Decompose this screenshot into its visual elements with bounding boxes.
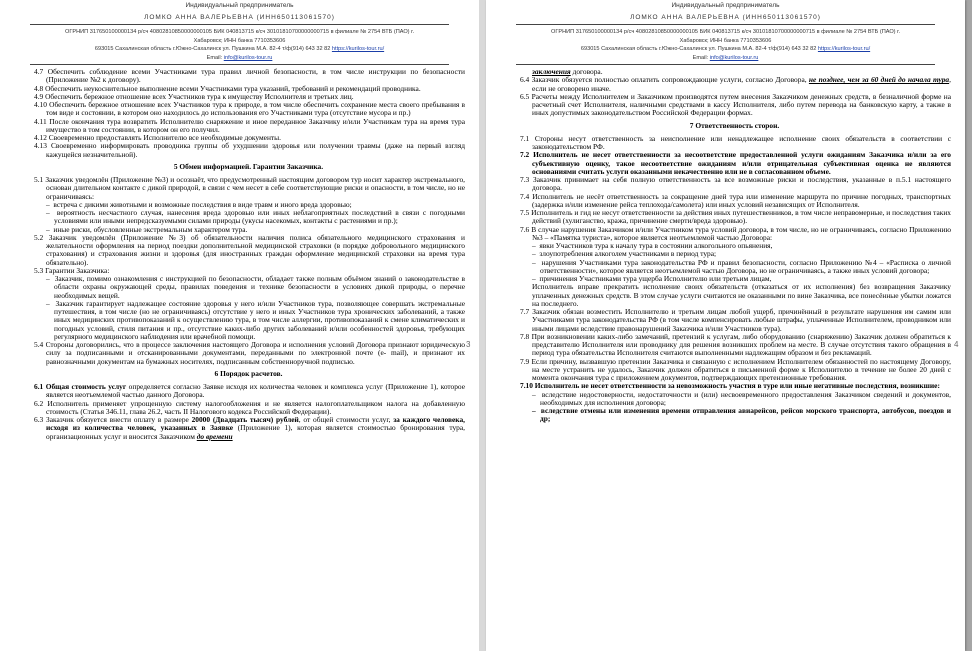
- letterhead-address: 693015 Сахалинская область г.Южно-Сахалинск ул. Пушкина М.А. 82-4 т/ф(914) 643 32 82 https://kurilos-tour.ru/: [580, 46, 871, 52]
- clause-7-6-tail: Исполнитель вправе прекратить исполнение своих обязательств (отказаться от их исполнения) без возвращения Заказчику уплаченных денежных средств. В этом случае услуги считаются не оказанными по вине Заказчика, все понесённые убытки ложатся на последнего.: [532, 282, 951, 308]
- clause-6-4: 6.4 Заказчик обязуется полностью оплатить сопровождающие услуги, согласно Договора, не позднее, чем за 60 дней до начала тура, если не оговорено иначе.: [520, 75, 951, 93]
- clause-7-1: 7.1 Стороны несут ответственность за неисполнение или ненадлежащее исполнение своих обязательств в соответствии с законодательством РФ.: [520, 133, 951, 151]
- clause-5-3: 5.3 Гарантии Заказчика:: [34, 265, 110, 275]
- clause-6-1: 6.1 Общая стоимость услуг определяется согласно Заявке исходя их количества человек и комплекса услуг (Приложение 1), которое является неотъемлемой частью данного Договора.: [34, 382, 466, 400]
- clause-4-9: 4.9 Обеспечить бережное отношение всех Участников тура к имуществу Исполнителя и третьих лиц.: [34, 91, 354, 101]
- clause-7-5: 7.5 Исполнитель и гид не несут ответственности за действия иных путешественников, в том числе неправомерные, и последствия таких действий (хулиганство, кража, причинение смерти/вреда здоровью).: [520, 208, 951, 226]
- letterhead-registration: ОГРНИП 317650100000134 р/сч 40802810850000000105 БИК 040813715 к/сч 30101810700000000715 в филиале № 2754 ВТБ (ПАО) г.: [64, 29, 415, 35]
- letterhead-bank: Хабаровск; ИНН банка 7710353606: [679, 37, 772, 44]
- site-link[interactable]: https://kurilos-tour.ru/: [817, 46, 871, 52]
- email-link[interactable]: info@kurilos-tour.ru: [223, 54, 273, 61]
- clause-5-1-bullet: – иные риски, обусловленные экстремальным характером тура.: [46, 224, 248, 234]
- clause-5-1-bullet: – встреча с дикими животными и возможные последствия в виде травм и иного вреда здоровью;: [46, 199, 352, 209]
- page-number: 3: [466, 340, 471, 349]
- clause-7-6-bullet: – злоупотребления алкоголем участниками в период тура;: [532, 249, 717, 259]
- page-gap: [479, 0, 486, 651]
- letterhead-bank: Хабаровск; ИНН банка 7710353606: [193, 37, 286, 44]
- clause-5-1-bullet: – вероятность несчастного случая, нанесения вреда здоровью или иных неблагоприятных последствий в связи с погодными условиями или иными непредсказуемыми силами природы (укусы насекомых, контакты с растениями и пр.);: [46, 208, 466, 226]
- clause-4-12: 4.12 Своевременно предоставлять Исполнителю все необходимые документы.: [34, 133, 281, 142]
- site-link[interactable]: https://kurilos-tour.ru/: [331, 46, 385, 52]
- clause-5-4: 5.4 Стороны договорились, что в процессе заключения настоящего Договора и исполнения условий Договора признают юридическую силу за подписанными и отсканированными документами, переданными по электронной почте (e- mail), и признают их равнозначными документам на бумажных носителях, подписанным собственноручной подписью.: [34, 340, 465, 366]
- document-page-right: [486, 0, 965, 651]
- letterhead-title: Индивидуальный предприниматель: [185, 2, 294, 9]
- clause-7-2: 7.2 Исполнитель не несет ответственности за несоответствие предоставленной услуги ожиданиям Заказчика и/или за его субъективную оценку, такое несоответствие ожиданиям и/или отрицательная субъективная оценка не являются основаниями считать услуги оказанными некачественно или не в согласованном объеме.: [520, 150, 951, 176]
- clause-7-7: 7.7 Заказчик обязан возместить Исполнителю и третьим лицам любой ущерб, причинённый в результате нарушения им самим или Участниками тура законодательства РФ (в том числе компенсировать любые штрафы, уплаченные Исполнителем, проводником или иными лицами вследствие правонарушений Заказчика и/или Участников тура).: [520, 307, 951, 333]
- document-body-left: [0, 68, 479, 441]
- clause-6-5: 6.5 Расчеты между Исполнителем и Заказчиком производятся путем внесения Заказчиком денежных средств, в безналичной форме на расчетный счет Исполнителя, наличными средствами в кассу Исполнителя, либо путем перевода на банковскую карту, а также в иных допустимых законодательством Российской Федерации формах.: [520, 91, 951, 118]
- clause-6-3-continued: заключения договора.: [532, 67, 603, 76]
- letterhead-divider: [30, 24, 449, 25]
- clause-4-7: 4.7 Обеспечить соблюдение всеми Участниками тура правил личной безопасности, в том числе инструкции по безопасности (Приложение №2 к договору).: [34, 67, 465, 85]
- clause-6-2: 6.2 Исполнитель применяет упрощенную систему налогообложения и не является налогоплательщиком налога на добавленную стоимость (Статья 346.11, глава 26.2, часть II Налогового кодекса Российской Федерации).: [34, 398, 465, 416]
- clause-4-13: 4.13 Своевременно информировать проводника группы об ухудшении здоровья или получении травмы (даже на первый взгляд кажущейся незначительной).: [34, 141, 465, 159]
- clause-4-11: 4.11 После окончания тура возвратить Исполнителю снаряжение и иное переданное Заказчику и/или Участникам тура на время тура имущество в том состоянии, в котором он его получил.: [34, 116, 465, 134]
- clause-4-8: 4.8 Обеспечить неукоснительное выполнение всеми Участниками тура указаний, требований и рекомендаций проводника.: [34, 83, 421, 93]
- clause-7-10-bullet: – вследствие отмены или изменения времени отправления авиарейсов, рейсов морского транспорта, автобусов, поездов и др;: [532, 406, 952, 424]
- clause-7-8: 7.8 При возникновении каких-либо замечаний, претензий к услугам, либо оборудованию (снаряжению) Заказчик должен обратиться к представителю Исполнителя или проводнику для решения возникших проблем на месте. В случае отсутствия такого обращения в период тура обязательства Исполнителя считаются выполненными надлежащим образом и без рекламаций.: [520, 331, 951, 358]
- clause-7-6: 7.6 В случае нарушения Заказчиком и/или Участником тура условий договора, в том числе, но не ограничиваясь, согласно Приложению №3 – «Памятка туриста», которое является неотъемлемой частью Договора:: [520, 224, 951, 242]
- section-5-heading: 5 Обмен информацией. Гарантии Заказчика.: [173, 161, 324, 171]
- letterhead-email: Email: info@kurilos-tour.ru: [692, 54, 759, 61]
- letterhead: [0, 2, 479, 65]
- letterhead-email: Email: info@kurilos-tour.ru: [206, 54, 273, 61]
- clause-7-9: 7.9 Если причину, вызвавшую претензии Заказчика и связанную с исполнением Исполнителем обязанностей по настоящему Договору, на месте устранить не удалось, Заказчик должен обратиться в письменной форме к Исполнителю в течение не более 20 дней с момента окончания тура с приложением документов, подтверждающих претензионные требования.: [520, 356, 951, 382]
- section-7-heading: 7 Ответственность сторон.: [689, 120, 780, 130]
- letterhead-title: Индивидуальный предприниматель: [671, 2, 780, 9]
- clause-7-10: 7.10 Исполнитель не несет ответственности за невозможность участия в туре или иные негативные последствия, возникшие:: [520, 381, 940, 391]
- clause-5-1: 5.1 Заказчик уведомлён (Приложение №3) и осознаёт, что предусмотренный настоящим договором тур носит характер экстремального, основан длительном контакте с дикой природой, в связи с чем несет в себе соответствующие риски и опасности, в том числе, но не ограничиваясь:: [34, 175, 465, 201]
- letterhead-address: 693015 Сахалинская область г.Южно-Сахалинск ул. Пушкина М.А. 82-4 т/ф(914) 643 32 82 https://kurilos-tour.ru/: [94, 46, 385, 52]
- letterhead-divider-bottom: [30, 64, 449, 65]
- letterhead-registration: ОГРНИП 317650100000134 р/сч 40802810850000000105 БИК 040813715 к/сч 30101810700000000715 в филиале № 2754 ВТБ (ПАО) г.: [550, 29, 901, 35]
- page-number: 4: [954, 340, 959, 349]
- letterhead: [486, 2, 965, 65]
- clause-7-3: 7.3 Заказчик принимает на себя полную ответственность за все возможные риски и последствия, указанные в п.5.1 настоящего договора.: [520, 175, 951, 193]
- clause-7-6-bullet: – явки Участников тура к началу тура в состоянии алкогольного опьянения,: [532, 241, 773, 250]
- clause-7-10-bullet: – вследствие недостоверности, недостаточности и (или) несвоевременного предоставления Заказчиком сведений и документов, необходимых для исполнения договора;: [532, 389, 951, 407]
- clause-5-3-bullet: – Заказчик гарантирует надлежащее состояние здоровья у него и/или Участников тура, позволяющее совершать экстремальные путешествия, в том числе (но не ограничиваясь) отсутствие у него и иных Участников тура хронических заболеваний, а также иных медицинских противопоказаний к осуществлению тура, в том числе аллергии, противопоказаний к смене климатических и погодных условий, стиля питания и пр., отсутствие каких-либо других заболеваний и/или особенностей здоровья, требующих регулярного медицинского наблюдения или врачебной помощи.: [46, 298, 466, 341]
- letterhead-divider: [516, 24, 935, 25]
- section-6-heading: 6 Порядок расчетов.: [214, 368, 283, 378]
- clause-4-10: 4.10 Обеспечить бережное отношение всех Участников тура к природе, в том числе обеспечить сохранение места своего пребывания в том виде и состоянии, в котором оно находилось до использования его Участниками тура (отсутствие мусора и пр.): [34, 100, 465, 118]
- clause-7-4: 7.4 Исполнитель не несёт ответственность за сокращение дней тура или изменение маршрута по причине погодных, транспортных (задержка и/или изменение рейса теплохода/самолета) или иных условий независящих от Исполнителя.: [520, 191, 951, 209]
- document-page-left: [0, 0, 479, 651]
- document-body-right: [486, 68, 965, 424]
- clause-7-6-bullet: – причинения Участниками тура ущерба Исполнителю или третьим лицам,: [532, 274, 772, 283]
- clause-6-3: 6.3 Заказчик обязуется внести оплату в размере 20000 (Двадцать тысяч) рублей, от общей стоимости услуг, за каждого человека, исходя из количества человек, указанных в Заявке (Приложение 1), которая является стоимостью бронирования тура, организационных услуг и вносится Заказчиком до времени: [34, 415, 465, 441]
- letterhead-divider-bottom: [516, 64, 935, 65]
- letterhead-name: ЛОМКО АННА ВАЛЕРЬЕВНА (ИНН650113061570): [144, 13, 335, 21]
- clause-7-6-bullet: – нарушения Участниками тура законодательства РФ и правил безопасности, согласно Приложению №4 – «Расписка о личной ответственности», которое является неотъемлемой частью Договора, но не ограничиваясь, а также иных условий договора;: [532, 257, 952, 275]
- clause-5-2: 5.2 Заказчик уведомлён (Приложение №3) об обязательности наличия полиса обязательного медицинского страхования и желательности оформления на период поездки дополнительной медицинской страховки (в порядке добровольного медицинского страхования) и страхования жизни и здоровья (для иностранных граждан оформление медицинской страховки на время тура обязательно).: [34, 232, 465, 267]
- letterhead-name: ЛОМКО АННА ВАЛЕРЬЕВНА (ИНН650113061570): [630, 13, 821, 21]
- email-link[interactable]: info@kurilos-tour.ru: [709, 54, 759, 61]
- clause-5-3-bullet: – Заказчик, помимо ознакомления с инструкцией по безопасности, обладает также полным объёмом знаний о законодательстве в области охраны окружающей среды, правилах поведения и технике безопасности в условиях дикой природы, о перечне необходимых вещей.: [46, 274, 465, 300]
